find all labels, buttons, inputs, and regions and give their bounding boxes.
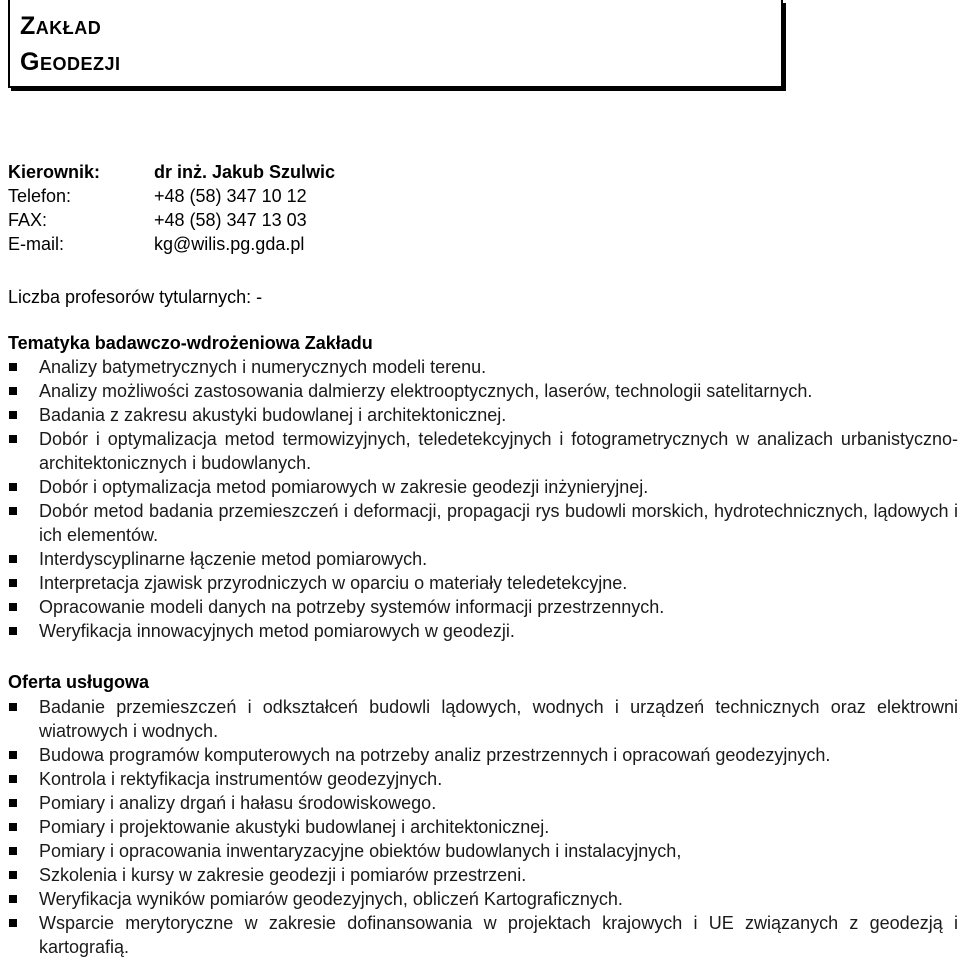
list-item: Analizy możliwości zastosowania dalmierzy elektrooptycznych, laserów, technologii satelitarnych. — [8, 379, 958, 403]
bullet-icon — [9, 483, 17, 491]
bullet-icon — [9, 555, 17, 563]
bullet-icon — [9, 751, 17, 759]
list-item: Analizy batymetrycznych i numerycznych modeli terenu. — [8, 355, 958, 379]
bullet-icon — [9, 411, 17, 419]
email-row — [8, 232, 568, 256]
email-label: E-mail: — [8, 234, 65, 254]
bullet-icon — [9, 507, 17, 515]
phone-value: +48 (58) 347 10 12 — [154, 186, 307, 206]
phone-row — [8, 184, 568, 208]
bullet-icon — [9, 871, 17, 879]
fax-value: +48 (58) 347 13 03 — [154, 210, 307, 230]
list-item: Budowa programów komputerowych na potrzeby analiz przestrzennych i opracowań geodezyjnych. — [8, 743, 958, 767]
bullet-icon — [9, 603, 17, 611]
bullet-icon — [9, 895, 17, 903]
list-item: Interdyscyplinarne łączenie metod pomiarowych. — [8, 547, 958, 571]
list-item: Badania z zakresu akustyki budowlanej i architektonicznej. — [8, 403, 958, 427]
bullet-icon — [9, 579, 17, 587]
list-item: Dobór i optymalizacja metod pomiarowych w zakresie geodezji inżynieryjnej. — [8, 475, 958, 499]
title-line-1: Zakład — [20, 12, 102, 40]
list-item: Pomiary i opracowania inwentaryzacyjne obiektów budowlanych i instalacyjnych, — [8, 839, 958, 863]
list-item: Kontrola i rektyfikacja instrumentów geodezyjnych. — [8, 767, 958, 791]
bullet-icon — [9, 823, 17, 831]
list-item: Pomiary i analizy drgań i hałasu środowiskowego. — [8, 791, 958, 815]
list-item: Badanie przemieszczeń i odkształceń budowli lądowych, wodnych i urządzeń technicznych oraz elektrowni wiatrowych i wodnych. — [8, 695, 958, 743]
list-item: Opracowanie modeli danych na potrzeby systemów informacji przestrzennych. — [8, 595, 958, 619]
list-item: Wsparcie merytoryczne w zakresie dofinansowania w projektach krajowych i UE związanych z geodezją i kartografią. — [8, 911, 958, 959]
list-item: Dobór i optymalizacja metod termowizyjnych, teledetekcyjnych i fotogrametrycznych w analizach urbanistyczno-architektonicznych i budowlanych. — [8, 427, 958, 475]
head-row — [8, 160, 568, 184]
phone-label: Telefon: — [8, 186, 72, 206]
list-item: Pomiary i projektowanie akustyki budowlanej i architektonicznej. — [8, 815, 958, 839]
offer-list — [8, 695, 958, 959]
list-item: Interpretacja zjawisk przyrodniczych w oparciu o materiały teledetekcyjne. — [8, 571, 958, 595]
list-item: Weryfikacja innowacyjnych metod pomiarowych w geodezji. — [8, 619, 958, 643]
research-list — [8, 355, 958, 643]
head-label: Kierownik: — [8, 162, 101, 182]
bullet-icon — [9, 627, 17, 635]
bullet-icon — [9, 847, 17, 855]
title-line-2: Geodezji — [20, 48, 121, 76]
professors-count: Liczba profesorów tytularnych: - — [8, 287, 263, 307]
contact-block — [8, 160, 568, 256]
email-value: kg@wilis.pg.gda.pl — [154, 234, 305, 254]
bullet-icon — [9, 799, 17, 807]
title-box — [8, 0, 783, 88]
bullet-icon — [9, 387, 17, 395]
list-item: Weryfikacja wyników pomiarów geodezyjnych, obliczeń Kartograficznych. — [8, 887, 958, 911]
bullet-icon — [9, 919, 17, 927]
list-item: Szkolenia i kursy w zakresie geodezji i pomiarów przestrzeni. — [8, 863, 958, 887]
bullet-icon — [9, 703, 17, 711]
research-heading: Tematyka badawczo-wdrożeniowa Zakładu — [8, 333, 373, 353]
bullet-icon — [9, 363, 17, 371]
fax-label: FAX: — [8, 210, 48, 230]
head-value: dr inż. Jakub Szulwic — [154, 162, 336, 182]
offer-heading: Oferta usługowa — [8, 672, 150, 692]
list-item: Dobór metod badania przemieszczeń i deformacji, propagacji rys budowli morskich, hydrotechnicznych, lądowych i ich elementów. — [8, 499, 958, 547]
page-title — [20, 8, 120, 80]
bullet-icon — [9, 435, 17, 443]
bullet-icon — [9, 775, 17, 783]
fax-row — [8, 208, 568, 232]
